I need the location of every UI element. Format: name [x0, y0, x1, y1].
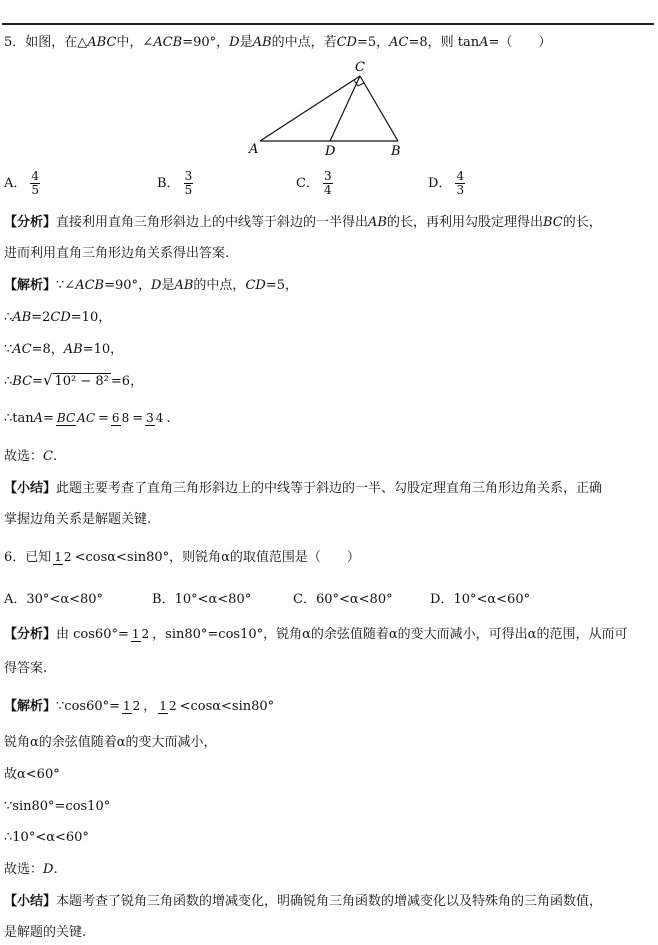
q6-summary-tag: 【小结】 [4, 894, 57, 909]
q6-stem-fraction: 1 2 [54, 549, 72, 564]
label-c: C [355, 60, 365, 75]
q6-option-c[interactable]: C．60°<α<80° [293, 592, 393, 607]
q5-solution-line-1: 【解析】∵∠ACB=90°，D是AB的中点，CD=5， [4, 278, 298, 293]
radical-sign-icon: √ [42, 371, 53, 389]
q5-solution-line-2: ∴AB=2CD=10， [4, 310, 112, 325]
q5-summary-tag: 【小结】 [4, 481, 57, 496]
q6-summary-line-1: 【小结】本题考查了锐角三角函数的增减变化，明确锐角三角函数的增减变化以及特殊角的三角函数值， [4, 894, 603, 909]
q5-summary-line-2: 掌握边角关系是解题关键. [4, 512, 152, 527]
q5-summary-line-1: 【小结】此题主要考查了直角三角形斜边上的中线等于斜边的一半、勾股定理直角三角形边角关系，正确 [4, 481, 603, 496]
fraction-3-4: 3 4 [146, 410, 164, 425]
q5-analysis-tag: 【分析】 [4, 215, 57, 230]
option-b-fraction: $\frac{3}{5}$ [184, 169, 193, 197]
q5-solution-line-4: ∴BC=√ 10² − 8² =6， [4, 371, 144, 389]
triangle-figure [245, 56, 415, 160]
q6-stem: 6．已知 1 2 <cosα<sin80°，则锐角α的取值范围是（ ） [4, 549, 360, 565]
option-a-fraction: $\frac{4}{5}$ [31, 169, 40, 197]
fraction-6-8: 6 8 [111, 410, 130, 425]
q5-solution-line-3: ∵AC=8，AB=10， [4, 342, 124, 357]
top-rule [2, 23, 654, 25]
q5-analysis-line-2: 进而利用直角三角形边角关系得出答案. [4, 246, 230, 261]
label-a: A [249, 142, 259, 157]
option-c-fraction: $\frac{3}{4}$ [323, 169, 332, 197]
q6-solution-line-5: ∴10°<α<60° [4, 830, 89, 845]
q5-option-b[interactable]: B． $\frac{3}{5}$ [157, 169, 193, 197]
q6-solution-tag: 【解析】 [4, 699, 57, 714]
q6-solution-line-2: 锐角α的余弦值随着α的变大而减小， [4, 735, 217, 750]
option-d-fraction: $\frac{4}{3}$ [456, 169, 465, 197]
q6-solution-line-1: 【解析】∵cos60°= 1 2 ， 1 2 <cosα<sin80° [4, 694, 274, 720]
q6-analysis-fraction: 1 2 [131, 626, 150, 641]
q6-answer: 故选：D. [4, 862, 58, 877]
q6-solution-fraction-1: 1 2 [123, 698, 141, 713]
q5-answer: 故选：C. [4, 449, 58, 464]
side-bc [360, 76, 398, 141]
q5-solution-tag: 【解析】 [4, 278, 57, 293]
q6-option-a[interactable]: A．30°<α<80° [4, 592, 104, 607]
square-root: √ 10² − 8² [42, 371, 109, 389]
q5-stem: 5．如图，在△ABC中，∠ACB=90°，D是AB的中点，若CD=5，AC=8，则 tanA=（ ） [4, 35, 552, 50]
label-d: D [325, 144, 336, 159]
q6-analysis-tag: 【分析】 [4, 627, 57, 642]
q6-option-d[interactable]: D．10°<α<60° [430, 592, 531, 607]
q6-solution-line-4: ∵sin80°=cos10° [4, 799, 111, 814]
q5-option-d[interactable]: D． $\frac{4}{3}$ [428, 169, 465, 197]
q6-summary-line-2: 是解题的关键. [4, 925, 87, 940]
q5-solution-line-5: ∴tanA= BC AC = 6 8 = 3 4 . [4, 410, 171, 426]
label-b: B [391, 144, 401, 159]
q6-analysis-line-2: 得答案. [4, 661, 48, 676]
fraction-bc-ac: BC AC [56, 410, 96, 425]
q5-option-a[interactable]: A． $\frac{4}{5}$ [4, 169, 40, 197]
q6-analysis-line-1: 【分析】由 cos60°= 1 2 ，sin80°=cos10°，锐角α的余弦值随着α的变大而减小，可得出α的范围，从而可 [4, 622, 627, 648]
q6-solution-line-3: 故α<60° [4, 767, 60, 782]
q6-solution-fraction-2: 1 2 [159, 698, 177, 713]
q5-analysis-line-1: 【分析】直接利用直角三角形斜边上的中线等于斜边的一半得出AB的长，再利用勾股定理得出BC的长， [4, 215, 602, 230]
q6-option-b[interactable]: B．10°<α<80° [152, 592, 252, 607]
q5-option-c[interactable]: C． $\frac{3}{4}$ [296, 169, 332, 197]
